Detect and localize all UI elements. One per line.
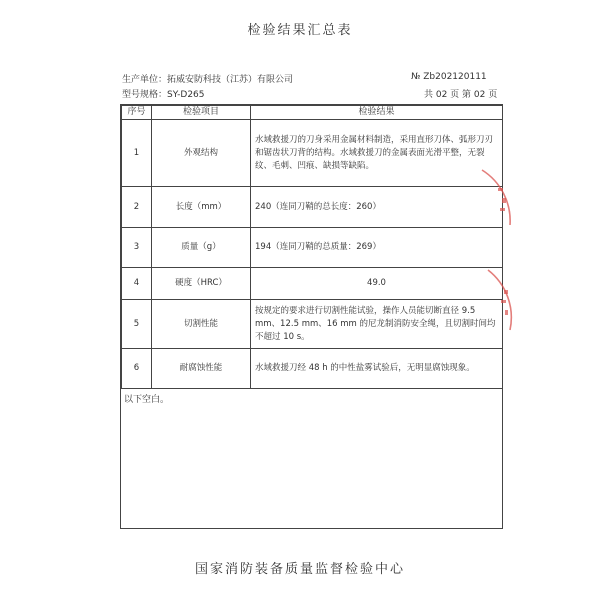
row-no: 4 xyxy=(122,268,152,300)
row-no: 2 xyxy=(122,187,152,228)
table-row xyxy=(122,120,503,187)
results-table xyxy=(121,105,503,389)
blank-note: 以下空白。 xyxy=(124,395,170,405)
report-number xyxy=(411,72,487,82)
report-no-label: № xyxy=(411,72,421,82)
table-row xyxy=(122,349,503,389)
row-no: 6 xyxy=(122,349,152,389)
table-header-row xyxy=(122,106,503,120)
row-no: 1 xyxy=(122,120,152,187)
row-item: 切割性能 xyxy=(152,300,251,349)
row-item: 质量（g） xyxy=(152,228,251,268)
model-label: 型号规格： xyxy=(122,90,168,100)
manufacturer-label: 生产单位： xyxy=(122,75,168,85)
model-line xyxy=(122,87,205,100)
row-result: 194（连同刀鞘的总质量：269） xyxy=(251,228,503,268)
report-no-value: Zb202120111 xyxy=(423,72,487,82)
row-item: 耐腐蚀性能 xyxy=(152,349,251,389)
row-result: 水域救援刀经 48 h 的中性盐雾试验后，无明显腐蚀现象。 xyxy=(251,349,503,389)
row-result: 240（连同刀鞘的总长度：260） xyxy=(251,187,503,228)
row-no: 3 xyxy=(122,228,152,268)
table-row xyxy=(122,268,503,300)
row-no: 5 xyxy=(122,300,152,349)
header-no: 序号 xyxy=(122,106,152,120)
row-result: 按规定的要求进行切割性能试验，操作人员能切断直径 9.5 mm、12.5 mm、16 mm 的尼龙制消防安全绳，且切割时间均不超过 10 s。 xyxy=(251,300,503,349)
issuer-footer: 国家消防装备质量监督检验中心 xyxy=(194,562,405,577)
row-item: 外观结构 xyxy=(152,120,251,187)
row-item: 长度（mm） xyxy=(152,187,251,228)
manufacturer-value: 拓威安防科技（江苏）有限公司 xyxy=(167,75,294,85)
table-row xyxy=(122,300,503,349)
row-item: 硬度（HRC） xyxy=(152,268,251,300)
row-result: 水域救援刀的刀身采用金属材料制造，采用直形刀体、弧形刀刃和锯齿状刀背的结构。水域救援刀的金属表面光滑平整，无裂纹、毛刺、凹痕、缺损等缺陷。 xyxy=(251,120,503,187)
page-count: 共 02 页 第 02 页 xyxy=(424,90,498,100)
results-sheet xyxy=(120,104,503,529)
table-row xyxy=(122,187,503,228)
model-value: SY-D265 xyxy=(167,90,205,100)
header-item: 检验项目 xyxy=(152,106,251,120)
document-title: 检验结果汇总表 xyxy=(247,23,353,38)
row-result: 49.0 xyxy=(251,268,503,300)
table-row xyxy=(122,228,503,268)
manufacturer-line xyxy=(122,72,293,85)
header-result: 检验结果 xyxy=(251,106,503,120)
official-seal-stamp xyxy=(480,150,516,350)
